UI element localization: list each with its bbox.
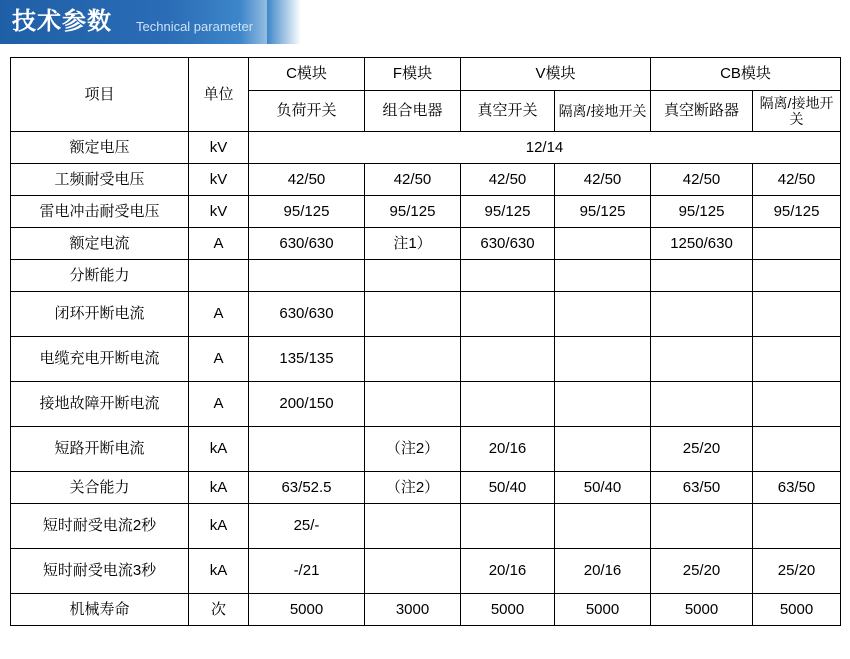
- row-value: [249, 260, 365, 292]
- row-value: [461, 382, 555, 427]
- row-value: 63/50: [651, 472, 753, 504]
- page-title: 技术参数: [12, 8, 112, 35]
- row-unit: A: [189, 337, 249, 382]
- header-sub-c: 负荷开关: [249, 91, 365, 132]
- row-value: 135/135: [249, 337, 365, 382]
- row-value: [555, 260, 651, 292]
- technical-parameter-table: [10, 57, 841, 626]
- row-unit: kV: [189, 196, 249, 228]
- header-sub-f: 组合电器: [365, 91, 461, 132]
- row-value: [555, 504, 651, 549]
- table-row: [11, 228, 841, 260]
- row-unit: 次: [189, 594, 249, 626]
- row-value: 42/50: [651, 164, 753, 196]
- header-sub-v2: 隔离/接地开关: [555, 91, 651, 132]
- header-item: 项目: [11, 58, 189, 132]
- row-value: [365, 504, 461, 549]
- row-unit: kA: [189, 549, 249, 594]
- table-row: [11, 196, 841, 228]
- row-label: 电缆充电开断电流: [11, 337, 189, 382]
- header-sub-v1: 真空开关: [461, 91, 555, 132]
- header-module-cb: CB模块: [651, 58, 841, 91]
- row-value: 200/150: [249, 382, 365, 427]
- row-value: [555, 337, 651, 382]
- row-unit: kV: [189, 132, 249, 164]
- row-value: 63/50: [753, 472, 841, 504]
- row-value: [365, 382, 461, 427]
- row-value: 20/16: [461, 427, 555, 472]
- row-value: 50/40: [555, 472, 651, 504]
- row-label: 工频耐受电压: [11, 164, 189, 196]
- row-unit: A: [189, 228, 249, 260]
- row-value: 95/125: [651, 196, 753, 228]
- row-label: 短时耐受电流3秒: [11, 549, 189, 594]
- row-value: [555, 382, 651, 427]
- row-value: [461, 337, 555, 382]
- row-unit: [189, 260, 249, 292]
- row-label: 短路开断电流: [11, 427, 189, 472]
- row-value: 50/40: [461, 472, 555, 504]
- row-value: [365, 292, 461, 337]
- row-value: [651, 292, 753, 337]
- row-value: [651, 382, 753, 427]
- row-label: 闭环开断电流: [11, 292, 189, 337]
- row-label: 雷电冲击耐受电压: [11, 196, 189, 228]
- row-label: 机械寿命: [11, 594, 189, 626]
- table-row: [11, 594, 841, 626]
- row-value: [365, 337, 461, 382]
- row-value: [651, 504, 753, 549]
- row-value: 20/16: [555, 549, 651, 594]
- table-row: [11, 549, 841, 594]
- row-value: [365, 260, 461, 292]
- table-row: [11, 427, 841, 472]
- row-value: （注2）: [365, 427, 461, 472]
- row-value: [461, 504, 555, 549]
- header-module-v: V模块: [461, 58, 651, 91]
- header-unit: 单位: [189, 58, 249, 132]
- row-value: [753, 260, 841, 292]
- row-value: 25/-: [249, 504, 365, 549]
- row-value: [249, 427, 365, 472]
- row-value: 5000: [461, 594, 555, 626]
- row-label: 额定电流: [11, 228, 189, 260]
- row-value: 25/20: [753, 549, 841, 594]
- row-value: [555, 228, 651, 260]
- table-row: [11, 382, 841, 427]
- row-value: （注2）: [365, 472, 461, 504]
- row-value: 630/630: [461, 228, 555, 260]
- row-value: 95/125: [249, 196, 365, 228]
- table-row: [11, 472, 841, 504]
- table-row: [11, 132, 841, 164]
- table-row: [11, 164, 841, 196]
- row-value: 5000: [651, 594, 753, 626]
- row-value: 5000: [555, 594, 651, 626]
- row-value: [753, 427, 841, 472]
- row-value: 25/20: [651, 427, 753, 472]
- row-label: 短时耐受电流2秒: [11, 504, 189, 549]
- row-value: 630/630: [249, 292, 365, 337]
- row-value: [461, 260, 555, 292]
- header-sub-cb1: 真空断路器: [651, 91, 753, 132]
- row-value: 63/52.5: [249, 472, 365, 504]
- row-value: 42/50: [249, 164, 365, 196]
- row-unit: A: [189, 382, 249, 427]
- row-value: 注1）: [365, 228, 461, 260]
- page-subtitle: Technical parameter: [136, 19, 254, 34]
- row-label: 关合能力: [11, 472, 189, 504]
- row-value: 42/50: [365, 164, 461, 196]
- table-row: [11, 292, 841, 337]
- row-value: [555, 292, 651, 337]
- row-value: 42/50: [461, 164, 555, 196]
- section-header: [0, 0, 850, 46]
- row-label: 额定电压: [11, 132, 189, 164]
- row-value: 3000: [365, 594, 461, 626]
- table-head: [11, 58, 841, 132]
- row-unit: kV: [189, 164, 249, 196]
- row-value: [753, 228, 841, 260]
- row-value: [651, 260, 753, 292]
- table-header-row-1: [11, 58, 841, 91]
- spec-table-container: [10, 57, 840, 626]
- row-value: 95/125: [753, 196, 841, 228]
- table-row: [11, 504, 841, 549]
- row-label: 分断能力: [11, 260, 189, 292]
- header-sub-cb2: 隔离/接地开关: [753, 91, 841, 132]
- row-value: 630/630: [249, 228, 365, 260]
- header-module-c: C模块: [249, 58, 365, 91]
- table-row: [11, 260, 841, 292]
- row-unit: A: [189, 292, 249, 337]
- row-value: 42/50: [555, 164, 651, 196]
- row-value: [753, 292, 841, 337]
- row-value: 95/125: [461, 196, 555, 228]
- row-unit: kA: [189, 472, 249, 504]
- row-value: [753, 337, 841, 382]
- row-value: 20/16: [461, 549, 555, 594]
- row-value: [365, 549, 461, 594]
- row-value: [753, 382, 841, 427]
- row-label: 接地故障开断电流: [11, 382, 189, 427]
- row-value: 5000: [249, 594, 365, 626]
- row-value: [651, 337, 753, 382]
- row-value: 95/125: [365, 196, 461, 228]
- row-value: [555, 427, 651, 472]
- row-value-merged: 12/14: [249, 132, 841, 164]
- row-value: 95/125: [555, 196, 651, 228]
- row-unit: kA: [189, 504, 249, 549]
- row-value: [753, 504, 841, 549]
- row-value: [461, 292, 555, 337]
- row-value: 42/50: [753, 164, 841, 196]
- row-value: 25/20: [651, 549, 753, 594]
- table-row: [11, 337, 841, 382]
- row-value: -/21: [249, 549, 365, 594]
- row-value: 1250/630: [651, 228, 753, 260]
- row-value: 5000: [753, 594, 841, 626]
- table-body: [11, 132, 841, 626]
- row-unit: kA: [189, 427, 249, 472]
- header-module-f: F模块: [365, 58, 461, 91]
